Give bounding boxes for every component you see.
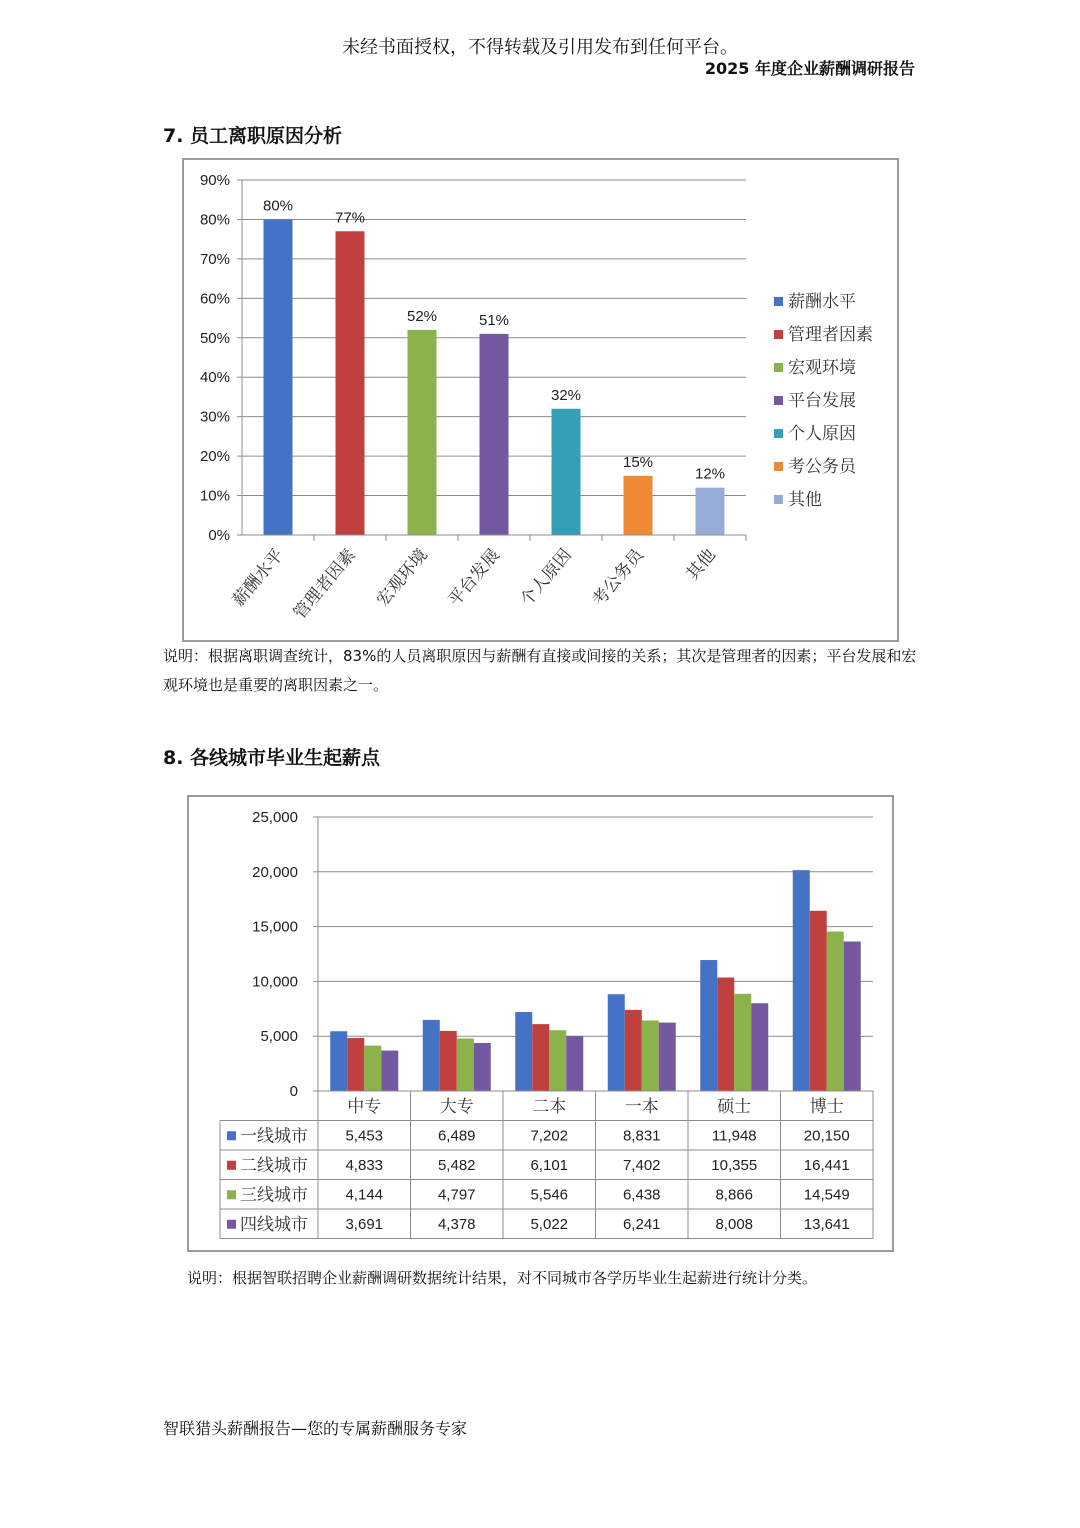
y-tick-label: 10,000 [252,973,298,991]
bar [423,1020,440,1091]
table-cell-value: 6,489 [437,1127,476,1145]
y-tick-label: 20% [199,448,230,466]
x-tick-label: 管理者因素 [289,545,360,623]
table-cell-value: 7,202 [530,1127,569,1145]
y-tick-label: 80% [199,211,230,229]
data-label: 52% [406,307,438,325]
bar [336,231,365,535]
x-tick-label: 大专 [439,1096,474,1116]
bar [552,409,581,535]
table-cell-value: 13,641 [803,1215,850,1233]
watermark-text: 未经书面授权，不得转载及引用发布到任何平台。 [342,37,738,58]
data-label: 12% [694,465,726,483]
bar [624,476,653,535]
y-tick-label: 30% [199,408,230,426]
bar [381,1051,398,1091]
bar [700,960,717,1091]
starting-salary-chart-svg [189,797,892,1250]
bar [566,1036,583,1091]
table-cell-value: 4,378 [437,1215,476,1233]
y-tick-label: 0 [289,1083,298,1100]
bar [347,1038,364,1091]
bar [717,978,734,1091]
table-cell-value: 5,453 [345,1127,384,1145]
legend-swatch [227,1131,236,1140]
legend-label: 四线城市 [240,1214,308,1234]
x-tick-label: 博士 [809,1096,844,1116]
bar [364,1046,381,1091]
table-cell-value: 8,866 [715,1186,754,1204]
table-cell-value: 8,831 [622,1127,661,1145]
table-cell-value: 20,150 [803,1127,850,1145]
bar [408,330,437,535]
y-tick-label: 0% [208,527,230,544]
legend-swatch [774,330,783,339]
legend-swatch [227,1220,236,1229]
legend-label: 平台发展 [788,391,856,410]
legend-swatch [774,462,783,471]
legend-swatch [774,363,783,372]
table-cell-value: 6,241 [622,1215,661,1233]
report-title: 2025 年度企业薪酬调研报告 [704,59,915,78]
starting-salary-chart [187,795,894,1252]
bar [844,941,861,1091]
footer-text: 智联猎头薪酬报告—您的专属薪酬服务专家 [163,1419,468,1438]
bar [480,334,509,535]
bar [515,1012,532,1091]
x-tick-label: 硕士 [717,1096,752,1116]
bar [751,1003,768,1091]
table-cell-value: 4,797 [437,1186,476,1204]
bar [264,219,293,535]
y-tick-label: 90% [199,172,230,189]
section-8-note: 说明：根据智联招聘企业薪酬调研数据统计结果，对不同城市各学历毕业生起薪进行统计分类。 [187,1269,818,1287]
bar [810,911,827,1091]
x-tick-label: 二本 [532,1096,567,1116]
legend-label: 其他 [788,490,822,509]
bar [793,870,810,1091]
bar [474,1043,491,1091]
table-cell-value: 5,482 [437,1156,476,1174]
resignation-chart-svg [184,160,897,640]
x-tick-label: 宏观环境 [372,545,432,610]
section-7-note: 说明：根据离职调查统计，83%的人员离职原因与薪酬有直接或间接的关系；其次是管理者的因素；平台发展和宏观环境也是重要的离职因素之一。 [163,647,917,694]
legend-label: 薪酬水平 [788,292,856,311]
table-cell-value: 6,101 [530,1156,569,1174]
x-tick-label: 薪酬水平 [228,545,288,610]
data-label: 15% [622,453,654,471]
legend-label: 个人原因 [788,424,856,443]
bar [827,932,844,1091]
data-label: 77% [334,209,366,227]
section-8-title: 8. 各线城市毕业生起薪点 [163,747,381,769]
data-label: 51% [478,311,510,329]
legend-label: 宏观环境 [788,358,856,377]
y-tick-label: 10% [199,487,230,505]
x-tick-label: 个人原因 [516,545,576,610]
table-cell-value: 4,833 [345,1156,384,1174]
bar [734,994,751,1091]
table-cell-value: 6,438 [622,1186,661,1204]
bar [696,488,725,535]
bar [440,1031,457,1091]
table-cell-value: 5,546 [530,1186,569,1204]
bar [659,1023,676,1091]
x-tick-label: 考公务员 [588,545,648,610]
legend-swatch [774,429,783,438]
y-tick-label: 60% [199,290,230,308]
legend-label: 三线城市 [240,1185,308,1205]
bar [330,1031,347,1091]
legend-swatch [774,396,783,405]
y-tick-label: 50% [199,329,230,347]
table-cell-value: 4,144 [345,1186,384,1204]
x-tick-label: 一本 [624,1096,659,1116]
bar [457,1038,474,1091]
legend-swatch [774,495,783,504]
table-cell-value: 8,008 [715,1215,754,1233]
legend-label: 管理者因素 [788,325,873,344]
legend-label: 二线城市 [240,1155,308,1175]
y-tick-label: 15,000 [252,918,298,936]
bar [625,1010,642,1091]
bar [608,994,625,1091]
table-cell-value: 16,441 [803,1156,850,1174]
y-tick-label: 5,000 [260,1028,298,1046]
section-7-title: 7. 员工离职原因分析 [163,125,343,147]
table-cell-value: 10,355 [711,1156,758,1174]
table-cell-value: 3,691 [345,1215,384,1233]
x-tick-label: 平台发展 [444,545,504,610]
y-tick-label: 25,000 [252,809,298,826]
resignation-chart [182,158,899,642]
x-tick-label: 其他 [682,545,720,584]
data-label: 32% [550,386,582,404]
legend-swatch [227,1161,236,1170]
y-tick-label: 20,000 [252,863,298,881]
legend-label: 考公务员 [788,457,856,476]
bar [549,1030,566,1091]
table-cell-value: 5,022 [530,1215,569,1233]
x-tick-label: 中专 [347,1096,382,1116]
table-cell-value: 11,948 [711,1127,757,1145]
legend-swatch [774,297,783,306]
y-tick-label: 40% [199,369,230,387]
y-tick-label: 70% [199,250,230,268]
table-cell-value: 14,549 [803,1186,850,1204]
table-cell-value: 7,402 [622,1156,661,1174]
legend-label: 一线城市 [240,1126,308,1146]
legend-swatch [227,1190,236,1199]
data-label: 80% [262,197,294,215]
bar [532,1024,549,1091]
bar [642,1020,659,1091]
